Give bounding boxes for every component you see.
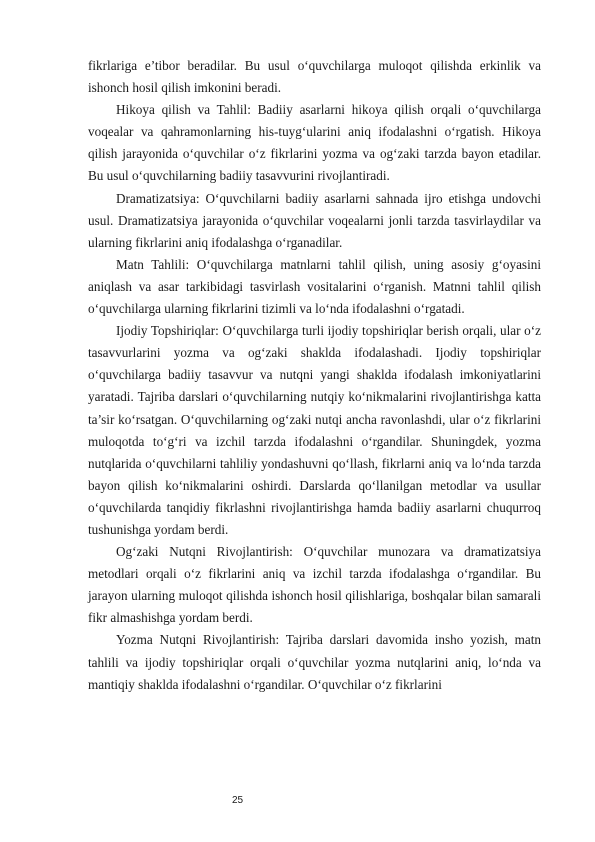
paragraph-matn-tahlili: Matn Tahlili: O‘quvchilarga matnlarni tahlil qilish, uning asosiy g‘oyasini aniqlash va asar tarkibidagi tasvirlash vositalarini o‘rganish. Matnni tahlil qilish o‘quvchilarga ularning fikrlarini tizimli va lo‘nda ifodalashni o‘rgatadi. — [88, 256, 541, 317]
paragraph-dramatizatsiya: Dramatizatsiya: O‘quvchilarni badiiy asarlarni sahnada ijro etishga undovchi usul. Dramatizatsiya jarayonida o‘quvchilar voqealarni jonli tarzda tasvirlaydilar va ularning fikrlarini aniq ifodalashga o‘rganadilar. — [88, 190, 541, 250]
page-body — [88, 55, 541, 696]
paragraph-yozma-nutq: Yozma Nutqni Rivojlantirish: Tajriba darslari davomida insho yozish, matn tahlili va ijodiy topshiriqlar orqali o‘quvchilar yozma nutqlarini aniq, lo‘nda va mantiqiy shaklda ifodalashni o‘rgandilar. O‘quvchilar o‘z fikrlarini — [88, 632, 541, 692]
paragraph-continuation: fikrlariga e’tibor beradilar. Bu usul o‘quvchilarga muloqot qilishda erkinlik va ishonch hosil qilish imkonini beradi. — [88, 58, 541, 96]
paragraph-ogzaki-nutq: Og‘zaki Nutqni Rivojlantirish: O‘quvchilar munozara va dramatizatsiya metodlari orqali o‘z fikrlarini aniq va izchil tarzda ifodalashga o‘rgandilar. Bu jarayon ularning muloqot qilishda ishonch hosil qilishlariga, boshqalar bilan samarali fikr almashishga yordam berdi. — [88, 544, 541, 626]
paragraph-ijodiy-topshiriqlar: Ijodiy Topshiriqlar: O‘quvchilarga turli ijodiy topshiriqlar berish orqali, ular o‘z tasavvurlarini yozma va og‘zaki shaklda ifodalashadi. Ijodiy topshiriqlar o‘quvchilarga badiiy tasavvur va nutqni yangi shaklda ifodalash imkoniyatlarini yaratadi. Tajriba darslari o‘quvchilarning nutqiy ko‘nikmalarini rivojlantirishga katta ta’sir ko‘rsatgan. O‘quvchilarning og‘zaki nutqi ancha ravonlashdi, ular o‘z fikrlarini muloqotda to‘g‘ri va izchil tarzda ifodalashni o‘rgandilar. Shuningdek, yozma nutqlarida o‘quvchilarni tahliliy yondashuvni qo‘llash, fikrlarni aniq va lo‘nda tarzda bayon qilish ko‘nikmalarini oshirdi. Darslarda qo‘llanilgan metodlar va usullar o‘quvchilarda tanqidiy fikrlashni rivojlantirishga hamda badiiy asarlarni chuqurroq tushunishga yordam berdi. — [88, 323, 541, 537]
page-number: 25 — [232, 795, 244, 806]
paragraph-hikoya-qilish: Hikoya qilish va Tahlil: Badiiy asarlarni hikoya qilish orqali o‘quvchilarga voqealar va qahramonlarning his-tuyg‘ularini aniq ifodalashni o‘rgatish. Hikoya qilish jarayonida o‘quvchilar o‘z fikrlarini yozma va og‘zaki tarzda bayon etadilar. Bu usul o‘quvchilarning badiiy tasavvurini rivojlantiradi. — [88, 102, 541, 184]
